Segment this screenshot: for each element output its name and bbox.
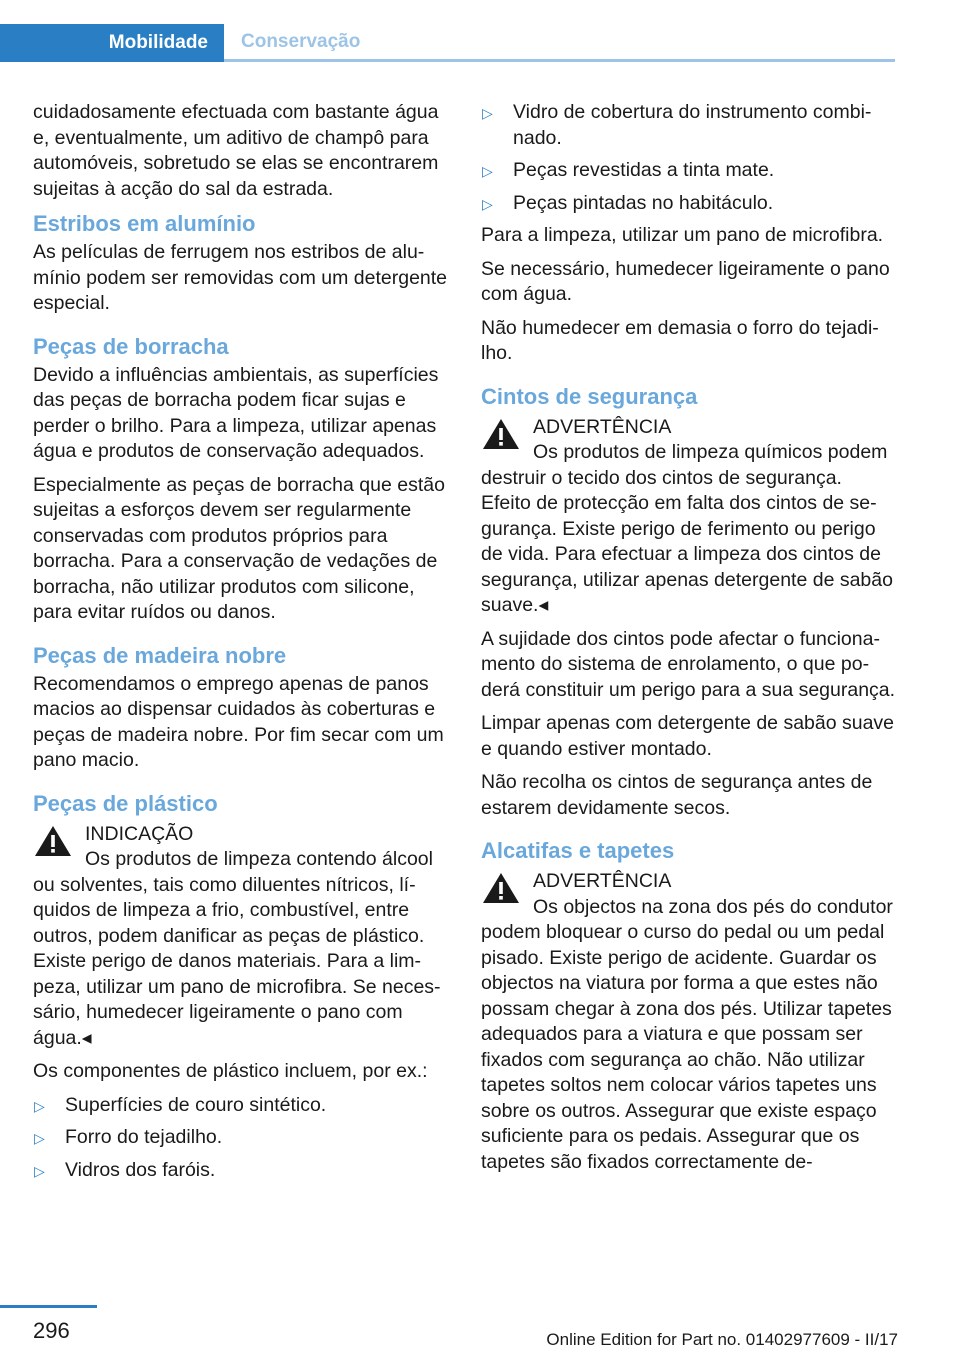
paragraph-plastico: Os componentes de plástico incluem, por ex.: [33, 1060, 428, 1082]
chapter-header [0, 0, 895, 62]
list-item: ▷ Peças pintadas no habitáculo. [482, 191, 774, 214]
paragraph-sujidade: A sujidade dos cintos pode afectar o funcionamento do sistema de enrolamento, o que poderá constituir um perigo para a sua segurança. [481, 627, 896, 701]
heading-cintos: Cintos de segurança [481, 383, 698, 409]
heading-estribos: Estribos em alumínio [33, 211, 256, 236]
warning-text: Os objectos na zona dos pés do condutor podem bloquear o curso do pedal ou um pedal pisado. Existe perigo de acidente. Guardar os objectos na viatura por forma a que estes não possam chegar à zona dos pés. Utilizar tapetes adequados para a viatura e que possam ser fixados com segurança ao chão. Não utilizar tapetes soltos nem colocar vários tapetes uns sobre os outros. Assegurar que existe espaço suficiente para os pedais. Assegurar que os tapetes são fixados correctamente de- [481, 895, 893, 1173]
warning-title: ADVERTÊNCIA [533, 870, 672, 892]
warning-triangle-icon [481, 417, 521, 451]
warning-text: Os produtos de limpeza químicos podem destruir o tecido dos cintos de segurança. Efeito de protecção em falta dos cintos de segurança. Existe perigo de ferimento ou perigo de vida. Para efectuar a limpeza dos cintos de segurança, utilizar apenas detergente de sabão suave.◂ [481, 441, 893, 616]
notice-box [33, 822, 448, 1052]
list-item: ▷ Vidro de cobertura do instrumento combinado. [482, 101, 872, 149]
paragraph-recolha: Não recolha os cintos de segurança antes de estarem devidamente secos. [481, 771, 873, 819]
paragraph-estribos: As películas de ferrugem nos estribos de alumínio podem ser removidas com um detergente especial. [33, 241, 448, 314]
left-column [33, 100, 448, 1190]
plastic-components-list-cont [481, 100, 896, 216]
intro-paragraph: cuidadosamente efectuada com bastante água e, eventualmente, um aditivo de champô para automóveis, sobretudo se elas se encontrarem sujeitas à acção do sal da estrada. [33, 101, 439, 200]
warning-triangle-icon [33, 824, 73, 858]
edition-note: Online Edition for Part no. 01402977609 - II/17 [546, 1330, 898, 1349]
warning-title: ADVERTÊNCIA [533, 415, 672, 438]
list-item: ▷ Peças revestidas a tinta mate. [482, 159, 775, 181]
bullet-triangle-icon: ▷ [482, 105, 493, 121]
heading-alcatifas: Alcatifas e tapetes [481, 838, 675, 863]
paragraph-borracha-1: Devido a influências ambientais, as superfícies das peças de borracha podem ficar sujas e perder o brilho. Para a limpeza, utilizar apenas água e produtos de conservação adequados. [33, 363, 439, 462]
tab-conservacao[interactable]: Conservação [224, 24, 895, 62]
list-item: ▷ Vidros dos faróis. [34, 1158, 216, 1181]
heading-plastico: Peças de plástico [33, 790, 218, 816]
footer-rule [0, 1305, 97, 1308]
paragraph-forro: Não humedecer em demasia o forro do tejadilho. [481, 316, 879, 364]
warning-triangle-icon [481, 871, 521, 905]
bullet-triangle-icon: ▷ [34, 1097, 45, 1114]
heading-borracha: Peças de borracha [33, 333, 229, 359]
tab-mobilidade[interactable]: Mobilidade [0, 24, 224, 62]
right-column [481, 100, 896, 1183]
bullet-triangle-icon: ▷ [34, 1162, 45, 1179]
heading-madeira: Peças de madeira nobre [33, 642, 287, 668]
bullet-triangle-icon: ▷ [482, 195, 493, 212]
page-number: 296 [33, 1318, 70, 1343]
paragraph-microfibra: Para a limpeza, utilizar um pano de microfibra. [481, 224, 884, 246]
notice-title: INDICAÇÃO [85, 822, 194, 845]
paragraph-borracha-2: Especialmente as peças de borracha que estão sujeitas a esforços devem ser regularmente conservadas com produtos próprios para borracha. Para a conservação de vedações de borracha, não utilizar produtos com silicone, para evitar ruídos ou danos. [33, 473, 445, 623]
bullet-triangle-icon: ▷ [34, 1130, 45, 1146]
warning-box-cintos [481, 415, 896, 619]
warning-box-alcatifas [481, 869, 896, 1175]
paragraph-humedecer: Se necessário, humedecer ligeiramente o pano com água. [481, 257, 890, 305]
notice-text: Os produtos de limpeza contendo álcool ou solventes, tais como diluentes nítricos, líquidos de limpeza a frio, combustível, entre outros, podem danificar as peças de plástico. Existe perigo de danos materiais. Para a limpeza, utilizar um pano de microfibra. Se necessário, humedecer ligeiramente o pano com água.◂ [33, 848, 441, 1049]
list-item: ▷ Superfícies de couro sintético. [34, 1093, 327, 1116]
paragraph-madeira: Recomendamos o emprego apenas de panos macios ao dispensar cuidados às coberturas e peças de madeira nobre. Por fim secar com um pano macio. [33, 672, 444, 771]
list-item: ▷ Forro do tejadilho. [34, 1126, 223, 1148]
plastic-components-list [33, 1093, 448, 1184]
bullet-triangle-icon: ▷ [482, 163, 493, 179]
paragraph-limpar: Limpar apenas com detergente de sabão suave e quando estiver montado. [481, 712, 895, 760]
